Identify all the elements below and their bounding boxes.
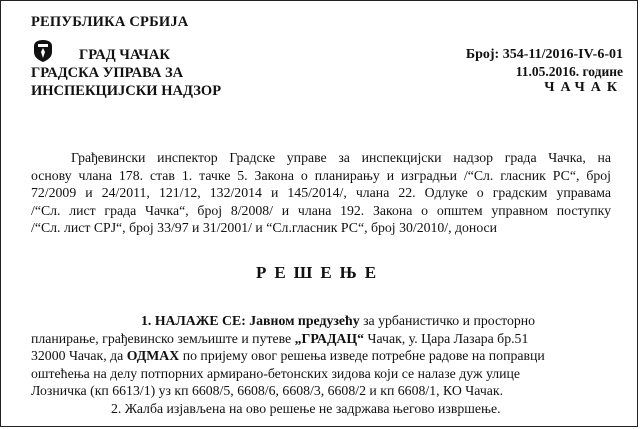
- decision-paragraph: [31, 312, 611, 417]
- administration-name-line2: ИНСПЕКЦИЈСКИ НАДЗОР: [31, 83, 222, 99]
- preamble-line: /“Сл. лист града Чачка“, број 8/2008/ и члана 192. Закона о општем управном поступку: [31, 202, 611, 218]
- coat-of-arms-icon: [32, 39, 54, 63]
- decision-line: Лозничка (кп 6613/1) уз кп 6608/5, 6608/6, 6608/3, 6608/2 и кп 6608/1, КО Чачак.: [31, 383, 504, 398]
- decision-text: по пријему овог решења изведе потребне радове на поправци: [182, 348, 545, 363]
- decision-title: РЕШЕЊЕ: [255, 263, 385, 282]
- decision-text: за урбанистичко и просторно: [359, 313, 536, 328]
- decision-line: [31, 330, 611, 348]
- decision-text: Чачак, у. Цара Лазара бр.51: [367, 330, 529, 346]
- item-number: 1.: [141, 313, 152, 328]
- preamble-paragraph: [31, 149, 611, 237]
- decision-text: 32000 Чачак, да: [31, 348, 124, 363]
- preamble-line: Грађевински инспектор Градске управе за инспекцијски надзор града Чачка, на: [71, 150, 611, 165]
- city-name: ГРАД ЧАЧАК: [79, 47, 170, 63]
- decision-item-1-line: [31, 312, 611, 330]
- company-name: „ГРАДАЦ“: [294, 330, 365, 346]
- preamble-line: основу члана 178. став 1. тачке 5. Закона о планирању и изградњи /“Сл. гласник РС“, број: [31, 167, 611, 183]
- order-heading: НАЛАЖЕ СЕ: Јавном предузећу: [154, 313, 360, 328]
- republic-header: РЕПУБЛИКА СРБИЈА: [31, 14, 189, 30]
- decision-line: оштећења на делу потпорних армирано-бетонских зидова који се налазе дуж улице: [31, 365, 521, 381]
- preamble-line: 72/2009 и 24/2011, 121/12, 132/2014 и 145/2014/, члана 22. Одлуке о градским управама: [31, 185, 611, 200]
- decision-text: планирање, грађевинско земљиште и путеве: [31, 330, 292, 346]
- decision-item-2: 2. Жалба изјављена на ово решење не задржава његово извршење.: [111, 400, 501, 416]
- reference-number: Број: 354-11/2016-IV-6-01: [465, 47, 623, 62]
- reference-place: ЧАЧАК: [544, 80, 623, 95]
- preamble-line: /“Сл. лист СРЈ“, број 33/97 и 31/2001/ и “Сл.гласник РС“, број 30/2010/, доноси: [31, 220, 498, 235]
- reference-date: 11.05.2016. године: [515, 64, 623, 79]
- administration-name-line1: ГРАДСКА УПРАВА ЗА: [31, 65, 184, 81]
- urgency-word: ОДМАХ: [126, 348, 180, 363]
- decision-line: [31, 347, 611, 365]
